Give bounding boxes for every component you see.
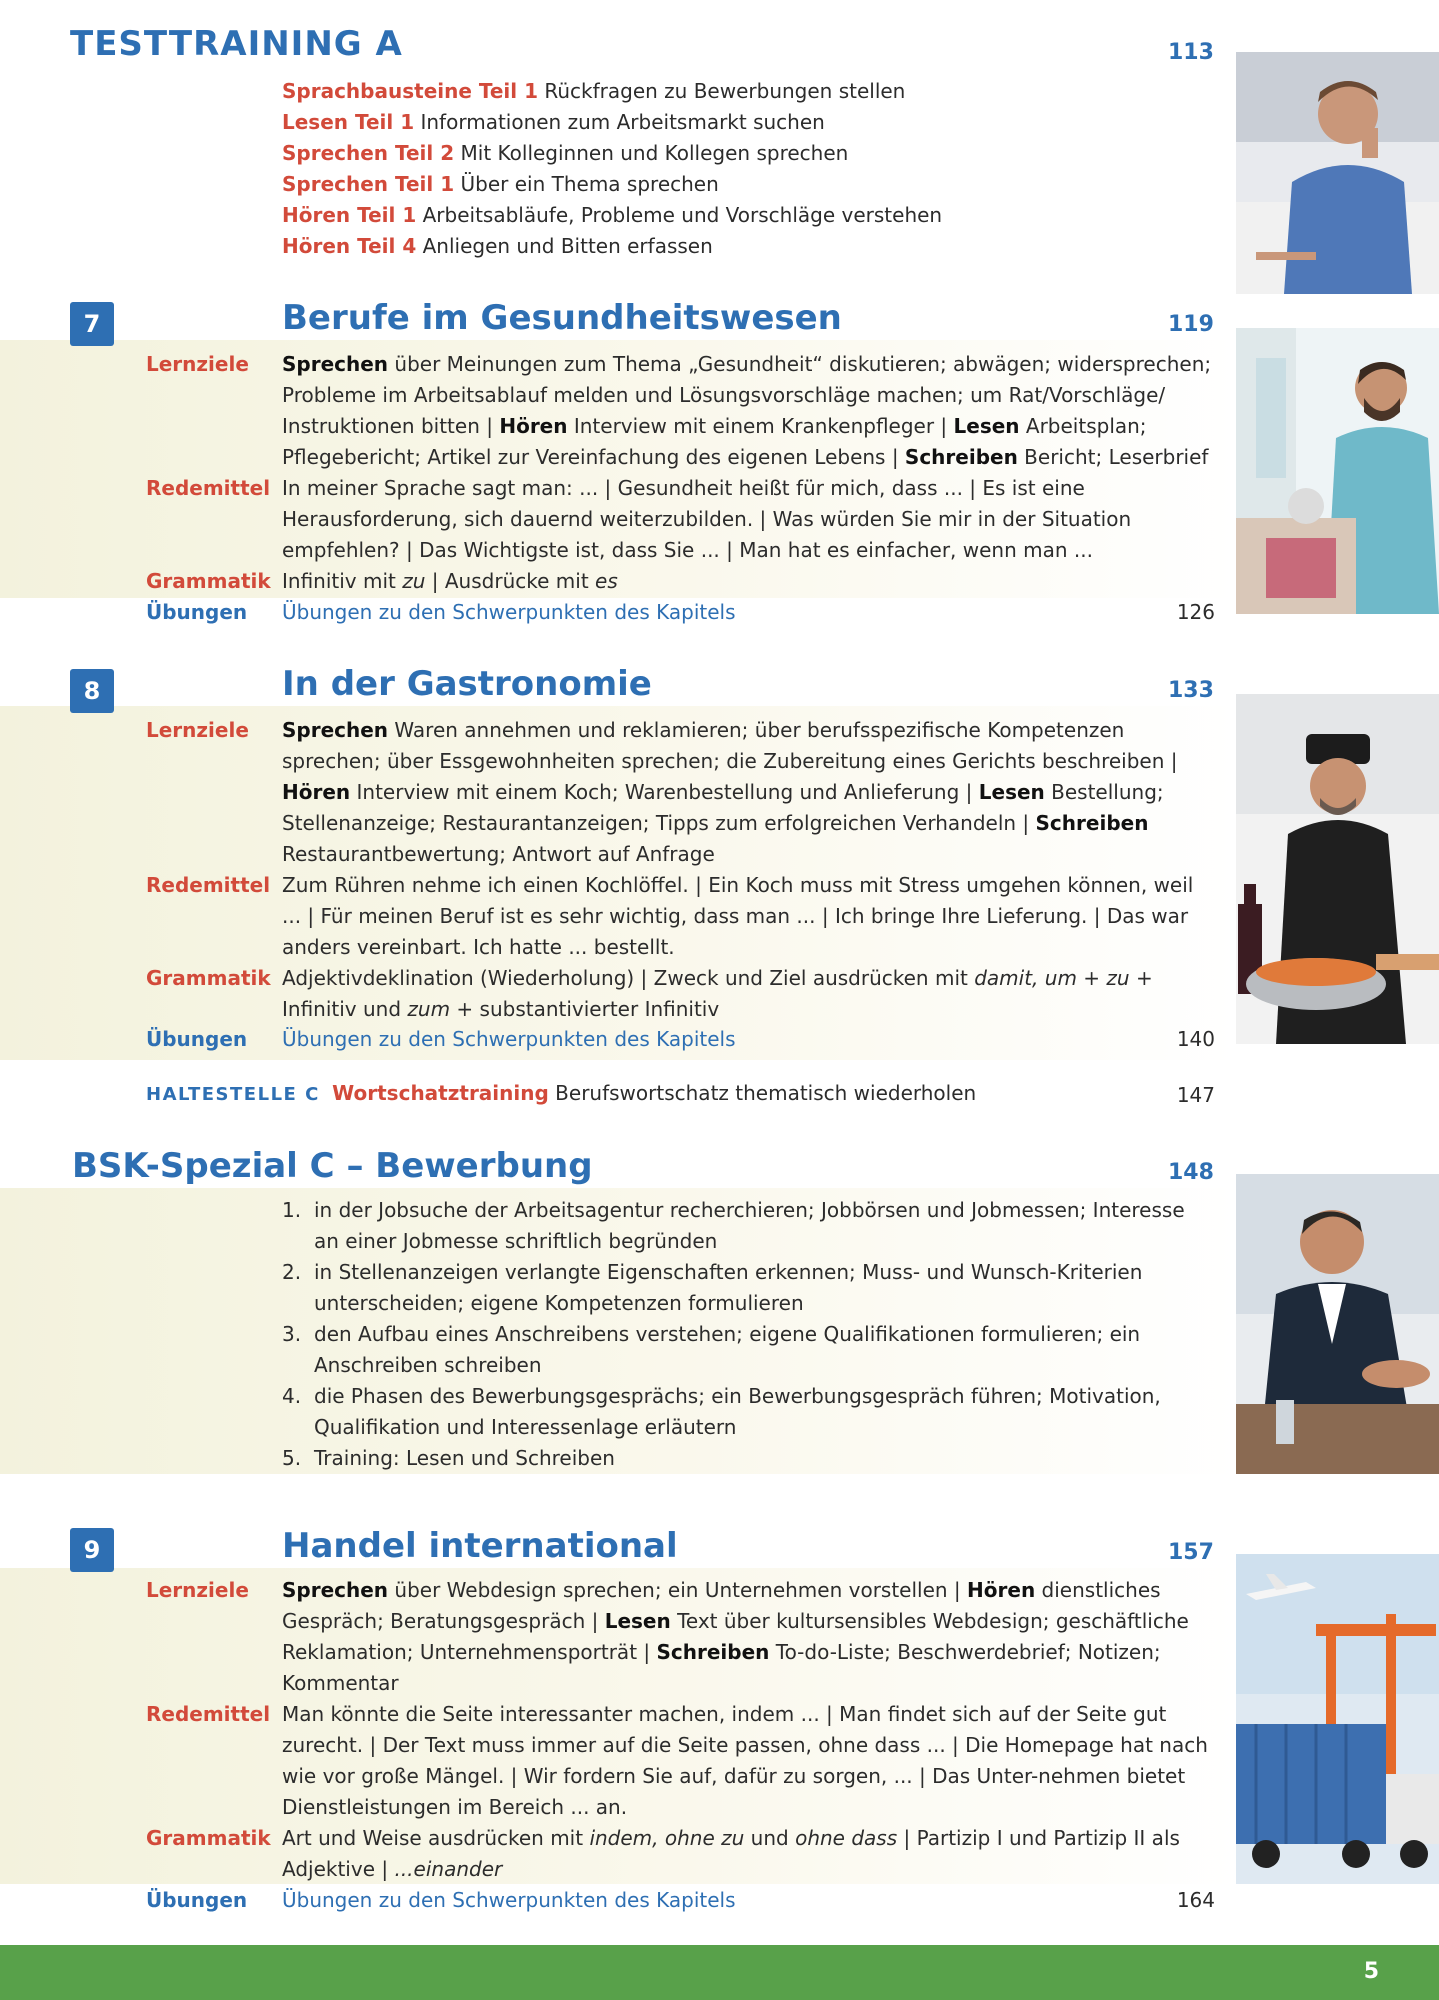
- haltestelle-key: Wortschatztraining: [332, 1081, 549, 1105]
- chapter-8-lernziele-label: Lernziele: [146, 718, 249, 742]
- chapter-7-title: Berufe im Gesundheitswesen: [282, 298, 842, 338]
- haltestelle-page: 147: [1176, 1083, 1215, 1107]
- testtraining-line: Hören Teil 4 Anliegen und Bitten erfassen: [282, 234, 713, 258]
- chapter-7-grammatik-label: Grammatik: [146, 569, 271, 593]
- chapter-9-badge: 9: [70, 1528, 114, 1572]
- chapter-9-redemittel: Man könnte die Seite interessanter machen, indem ... | Man findet sich auf der Seite gut zurecht. | Der Text muss immer auf die Seite passen, ohne dass ... | Die Homepage hat nach wie vor große Mängel. | Wir fordern Sie auf, dafür zu sorgen, ... | Das Unter-nehmen bietet Dienstleistungen im Bereich ... an.: [282, 1702, 1208, 1819]
- chapter-8-grammatik-label: Grammatik: [146, 966, 271, 990]
- chapter-9-lernziele: Sprechen über Webdesign sprechen; ein Unternehmen vorstellen | Hören dienstliches Gespräch; Beratungsgespräch | Lesen Text über kultursensibles Webdesign; geschäftliche Reklamation; Unternehmensporträt | Schreiben To-do-Liste; Beschwerdebrief; Notizen; Kommentar: [282, 1578, 1189, 1695]
- chapter-8-redemittel-label: Redemittel: [146, 873, 271, 897]
- chapter-9-title: Handel international: [282, 1526, 678, 1566]
- list-item: 2. in Stellenanzeigen verlangte Eigenschaften erkennen; Muss- und Wunsch-Kriterien unterscheiden; eigene Kompetenzen formulieren: [282, 1260, 1143, 1315]
- chapter-9-page: 157: [1168, 1540, 1214, 1565]
- list-item: 1. in der Jobsuche der Arbeitsagentur recherchieren; Jobbörsen und Jobmessen; Interesse an einer Jobmesse schriftlich begründen: [282, 1198, 1185, 1253]
- bsk-list: [282, 1195, 1212, 1474]
- chapter-7-grammatik: Infinitiv mit zu | Ausdrücke mit es: [282, 569, 618, 593]
- chapter-7-lernziele: Sprechen über Meinungen zum Thema „Gesundheit“ diskutieren; abwägen; widersprechen; Probleme im Arbeitsablauf melden und Lösungsvorschläge machen; um Rat/Vorschläge/ Instruktionen bitten | Hören Interview mit einem Krankenpfleger | Lesen Arbeitsplan; Pflegebericht; Artikel zur Vereinfachung des eigenen Lebens | Schreiben Bericht; Leserbrief: [282, 352, 1212, 469]
- photo-business-handshake: [1236, 1174, 1439, 1474]
- chapter-8-title: In der Gastronomie: [282, 664, 652, 704]
- chapter-7-page: 119: [1168, 312, 1214, 337]
- list-item: 3. den Aufbau eines Anschreibens verstehen; eigene Qualifikationen formulieren; ein Anschreiben schreiben: [282, 1322, 1141, 1377]
- haltestelle-row: [146, 1081, 976, 1105]
- chapter-7-uebungen-label: Übungen: [146, 600, 248, 624]
- chapter-7-uebungen-page: 126: [1176, 600, 1215, 624]
- testtraining-page: 113: [1168, 40, 1214, 65]
- bsk-page: 148: [1168, 1160, 1214, 1185]
- chapter-8-grammatik: Adjektivdeklination (Wiederholung) | Zweck und Ziel ausdrücken mit damit, um + zu + Infinitiv und zum + substantivierter Infinitiv: [282, 966, 1153, 1021]
- photo-student-writing: [1236, 52, 1439, 294]
- photo-nurse-patient: [1236, 328, 1439, 614]
- chapter-7-redemittel: In meiner Sprache sagt man: ... | Gesundheit heißt für mich, dass ... | Es ist eine Herausforderung, sich dauernd weiterzubilden. | Was würden Sie mir in der Situation empfehlen? | Das Wichtigste ist, dass Sie ... | Man hat es einfacher, wenn man ...: [282, 476, 1132, 562]
- testtraining-line: Sprechen Teil 2 Mit Kolleginnen und Kollegen sprechen: [282, 141, 849, 165]
- photo-port-logistics: [1236, 1554, 1439, 1884]
- chapter-7-badge: 7: [70, 302, 114, 346]
- testtraining-line: Sprechen Teil 1 Über ein Thema sprechen: [282, 172, 719, 196]
- footer-bar: [0, 1945, 1439, 2000]
- chapter-7-lernziele-label: Lernziele: [146, 352, 249, 376]
- chapter-8-uebungen-page: 140: [1176, 1027, 1215, 1051]
- list-item: 5. Training: Lesen und Schreiben: [282, 1446, 615, 1470]
- chapter-9-uebungen-link[interactable]: Übungen zu den Schwerpunkten des Kapitels: [282, 1888, 736, 1912]
- bsk-title: BSK-Spezial C – Bewerbung: [72, 1146, 593, 1186]
- photo-chef-cooking: [1236, 694, 1439, 1044]
- chapter-8-redemittel: Zum Rühren nehme ich einen Kochlöffel. | Ein Koch muss mit Stress umgehen können, weil ... | Für meinen Beruf ist es sehr wichtig, dass man ... | Ich bringe Ihre Lieferung. | Das war anders vereinbart. Ich hatte ... bestellt.: [282, 873, 1194, 959]
- chapter-7-redemittel-label: Redemittel: [146, 476, 271, 500]
- chapter-9-uebungen-label: Übungen: [146, 1888, 248, 1912]
- list-item: 4. die Phasen des Bewerbungsgesprächs; ein Bewerbungsgespräch führen; Motivation, Qualifikation und Interessenlage erläutern: [282, 1384, 1161, 1439]
- chapter-9-lernziele-label: Lernziele: [146, 1578, 249, 1602]
- chapter-8-uebungen-link[interactable]: Übungen zu den Schwerpunkten des Kapitels: [282, 1027, 736, 1051]
- haltestelle-title: HALTESTELLE C: [146, 1084, 320, 1105]
- testtraining-line: Hören Teil 1 Arbeitsabläufe, Probleme und Vorschläge verstehen: [282, 203, 943, 227]
- chapter-8-uebungen-label: Übungen: [146, 1027, 248, 1051]
- testtraining-title: TESTTRAINING A: [70, 24, 403, 64]
- chapter-7-uebungen-link[interactable]: Übungen zu den Schwerpunkten des Kapitels: [282, 600, 736, 624]
- chapter-8-lernziele: Sprechen Waren annehmen und reklamieren; über berufsspezifische Kompetenzen sprechen; über Essgewohnheiten sprechen; die Zubereitung eines Gerichts beschreiben | Hören Interview mit einem Koch; Warenbestellung und Anlieferung | Lesen Bestellung; Stellenanzeige; Restaurantanzeigen; Tipps zum erfolgreichen Verhandeln | Schreiben Restaurantbewertung; Antwort auf Anfrage: [282, 718, 1178, 866]
- chapter-9-redemittel-label: Redemittel: [146, 1702, 271, 1726]
- chapter-9-uebungen-page: 164: [1176, 1888, 1215, 1912]
- chapter-8-page: 133: [1168, 678, 1214, 703]
- testtraining-line: Sprachbausteine Teil 1 Rückfragen zu Bewerbungen stellen: [282, 79, 906, 103]
- chapter-9-grammatik: Art und Weise ausdrücken mit indem, ohne zu und ohne dass | Partizip I und Partizip II als Adjektive | ...einander: [282, 1826, 1180, 1881]
- footer-page-number: 5: [1363, 1959, 1379, 1984]
- haltestelle-text: Berufswortschatz thematisch wiederholen: [555, 1081, 977, 1105]
- chapter-8-badge: 8: [70, 669, 114, 713]
- chapter-9-grammatik-label: Grammatik: [146, 1826, 271, 1850]
- testtraining-line: Lesen Teil 1 Informationen zum Arbeitsmarkt suchen: [282, 110, 825, 134]
